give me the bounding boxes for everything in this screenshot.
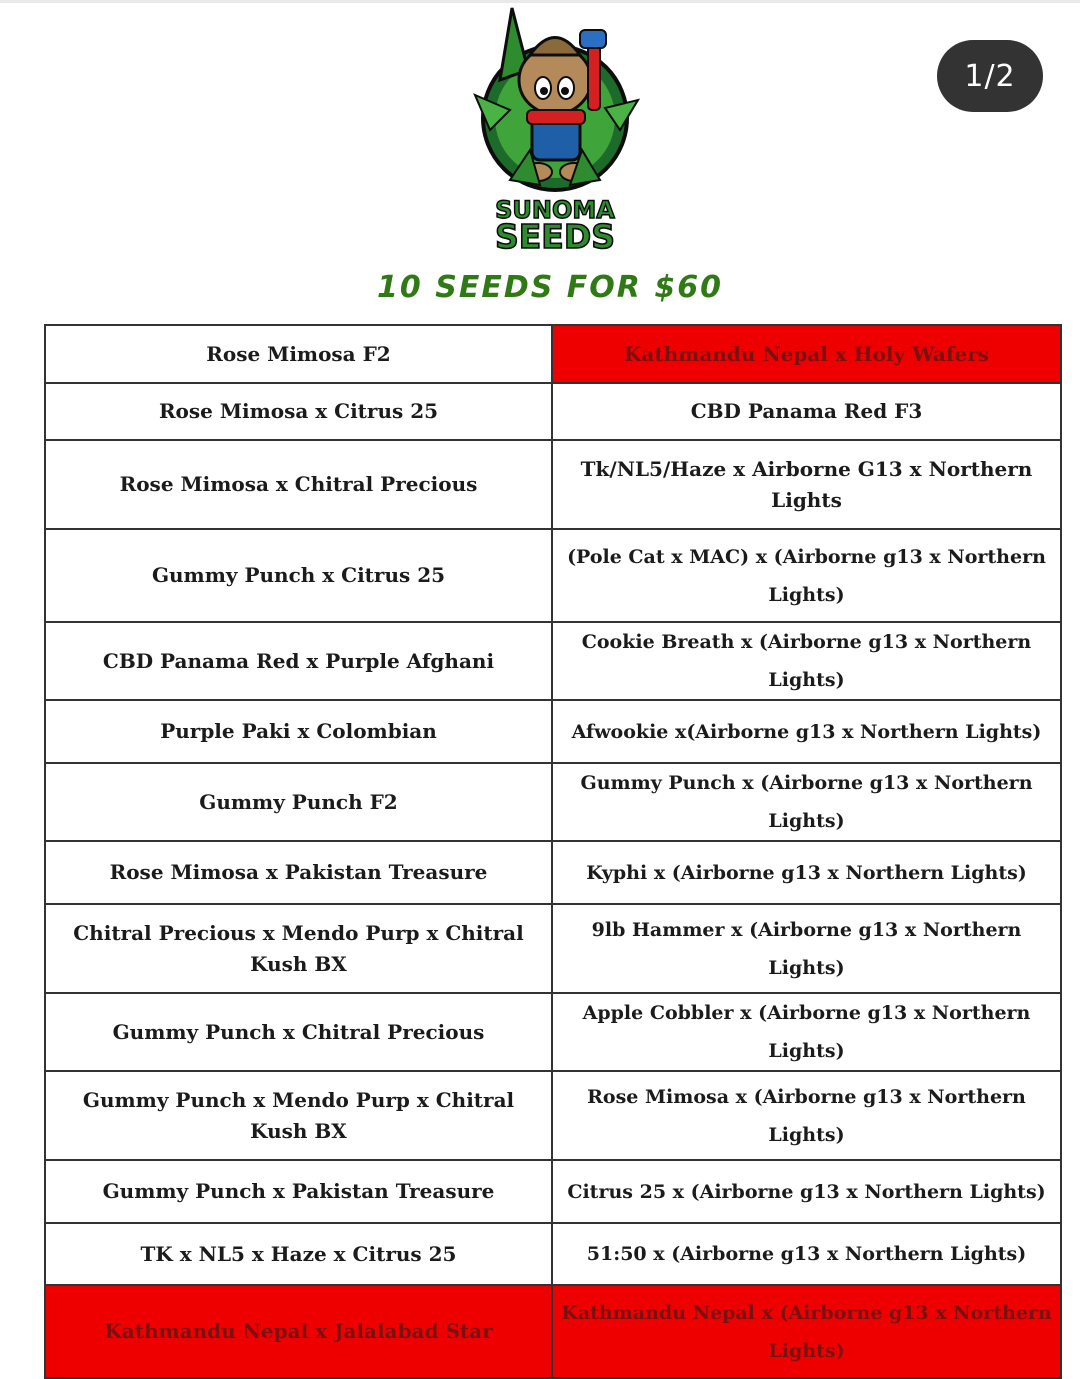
table-row — [45, 1071, 1061, 1160]
table-cell-right-highlighted: Kathmandu Nepal x (Airborne g13 x Northern Lights) — [552, 1285, 1061, 1378]
svg-text:SUNOMA: SUNOMA — [495, 196, 615, 224]
table-cell-right: CBD Panama Red F3 — [552, 383, 1061, 440]
table-cell-right-highlighted: Kathmandu Nepal x Holy Wafers — [552, 325, 1061, 383]
table-cell-right: Kyphi x (Airborne g13 x Northern Lights) — [552, 841, 1061, 904]
table-cell-right: Tk/NL5/Haze x Airborne G13 x Northern Lights — [552, 440, 1061, 529]
table-cell-left: Chitral Precious x Mendo Purp x Chitral Kush BX — [45, 904, 552, 993]
table-cell-right: 51:50 x (Airborne g13 x Northern Lights) — [552, 1223, 1061, 1285]
table-cell-left: Purple Paki x Colombian — [45, 700, 552, 763]
table-row — [45, 763, 1061, 841]
table-row — [45, 1285, 1061, 1378]
table-cell-left: Rose Mimosa x Citrus 25 — [45, 383, 552, 440]
table-cell-right: Afwookie x(Airborne g13 x Northern Lights) — [552, 700, 1061, 763]
table-cell-left: Gummy Punch x Chitral Precious — [45, 993, 552, 1071]
table-row — [45, 440, 1061, 529]
table-row — [45, 1160, 1061, 1223]
table-row — [45, 904, 1061, 993]
table-cell-right: Gummy Punch x (Airborne g13 x Northern Lights) — [552, 763, 1061, 841]
table-row — [45, 841, 1061, 904]
table-cell-left: Gummy Punch x Pakistan Treasure — [45, 1160, 552, 1223]
table-row — [45, 529, 1061, 622]
table-row — [45, 325, 1061, 383]
table-row — [45, 383, 1061, 440]
sunoma-seeds-logo — [470, 0, 640, 258]
page-title: 10 SEEDS FOR $60 — [377, 270, 723, 305]
table-cell-right: Rose Mimosa x (Airborne g13 x Northern Lights) — [552, 1071, 1061, 1160]
table-row — [45, 622, 1061, 700]
page-indicator-badge: 1/2 — [937, 40, 1043, 112]
table-cell-right: Apple Cobbler x (Airborne g13 x Northern Lights) — [552, 993, 1061, 1071]
table-cell-left: CBD Panama Red x Purple Afghani — [45, 622, 552, 700]
table-cell-left: Rose Mimosa x Pakistan Treasure — [45, 841, 552, 904]
table-cell-left-highlighted: Kathmandu Nepal x Jalalabad Star — [45, 1285, 552, 1378]
table-cell-left: Gummy Punch F2 — [45, 763, 552, 841]
table-cell-left: Gummy Punch x Citrus 25 — [45, 529, 552, 622]
table-cell-right: (Pole Cat x MAC) x (Airborne g13 x Northern Lights) — [552, 529, 1061, 622]
table-cell-right: 9lb Hammer x (Airborne g13 x Northern Lights) — [552, 904, 1061, 993]
table-cell-right: Cookie Breath x (Airborne g13 x Northern Lights) — [552, 622, 1061, 700]
table-row — [45, 700, 1061, 763]
table-row — [45, 1223, 1061, 1285]
table-cell-left: Rose Mimosa F2 — [45, 325, 552, 383]
table-cell-left: Rose Mimosa x Chitral Precious — [45, 440, 552, 529]
strain-table — [44, 324, 1062, 1379]
table-cell-left: TK x NL5 x Haze x Citrus 25 — [45, 1223, 552, 1285]
table-cell-right: Citrus 25 x (Airborne g13 x Northern Lights) — [552, 1160, 1061, 1223]
table-cell-left: Gummy Punch x Mendo Purp x Chitral Kush BX — [45, 1071, 552, 1160]
table-row — [45, 993, 1061, 1071]
svg-text:SEEDS: SEEDS — [494, 217, 616, 256]
